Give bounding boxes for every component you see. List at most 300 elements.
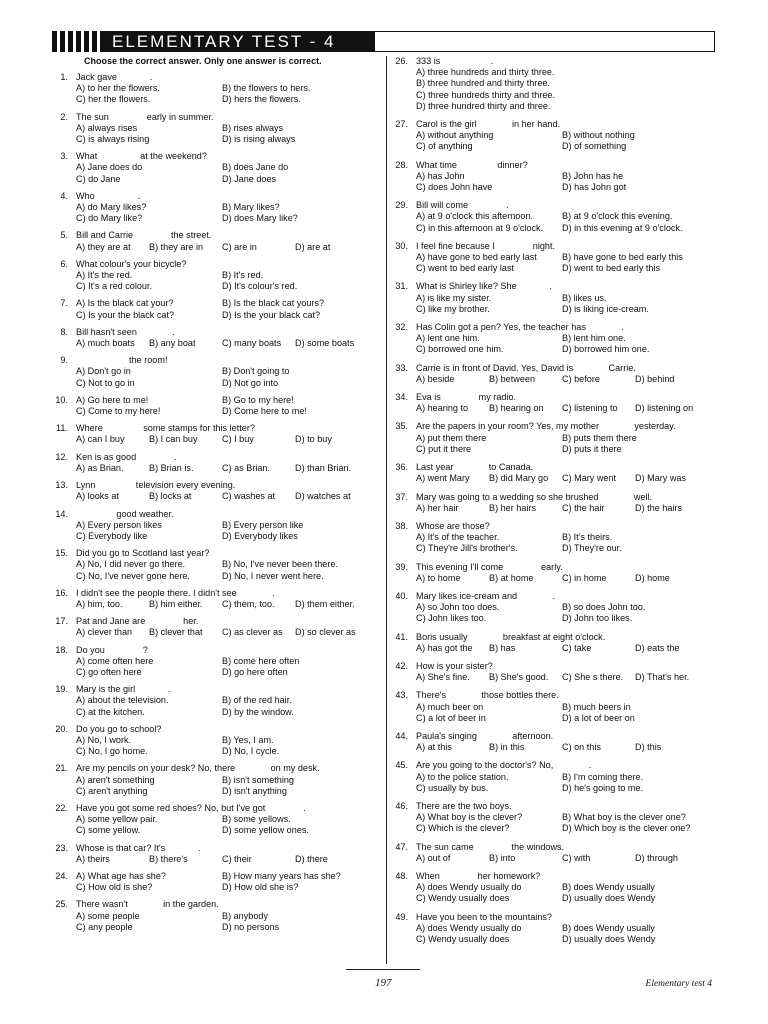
answer-option-c[interactable]: C) many boats [222, 338, 282, 349]
question-item [392, 521, 717, 555]
answer-option-b[interactable]: B) Every person like [222, 519, 304, 530]
answer-option-a[interactable]: A) out of [416, 852, 451, 863]
answer-option-b[interactable]: B) Yes, I am. [222, 734, 274, 745]
answer-option-c[interactable]: C) like my brother. [416, 303, 490, 314]
question-stem: Bill will come . [416, 200, 509, 211]
answer-option-d[interactable]: D) It's colour's red. [222, 281, 298, 292]
answer-option-c[interactable]: C) some yellow. [76, 825, 141, 836]
question-item [52, 645, 377, 679]
answer-option-c[interactable]: C) Wendy usually does [416, 893, 510, 904]
answer-option-d[interactable]: D) this [635, 742, 662, 753]
answer-option-a[interactable]: A) Go here to me! [76, 394, 149, 405]
answer-option-b[interactable]: B) isn't something [222, 774, 294, 785]
answer-options [76, 735, 377, 757]
question-item [52, 452, 377, 474]
question-item [392, 842, 717, 864]
answer-option-d[interactable]: D) three hundred thirty and three. [416, 100, 551, 111]
answer-option-d[interactable]: D) usually does Wendy [562, 934, 656, 944]
answer-options [76, 854, 377, 865]
answer-option-c[interactable]: C) at the kitchen. [76, 706, 145, 717]
question-number: 32. [395, 322, 408, 333]
answer-option-a[interactable]: A) Jane does do [76, 162, 143, 173]
question-item [392, 160, 717, 194]
answer-option-c[interactable]: C) listening to [562, 403, 618, 414]
answer-options [416, 812, 717, 834]
answer-option-d[interactable]: D) is rising always [222, 134, 296, 145]
question-item [392, 392, 717, 414]
question-item [52, 548, 377, 582]
answer-option-b[interactable]: B) did Mary go [489, 473, 549, 484]
answer-option-c[interactable]: C) They're Jill's brother's. [416, 543, 518, 554]
answer-option-a[interactable]: A) is like my sister. [416, 292, 492, 303]
answer-option-a[interactable]: A) at this [416, 742, 452, 753]
answer-options [76, 775, 377, 797]
answer-option-a[interactable]: A) her hair [416, 502, 459, 513]
answer-option-b[interactable]: B) him either. [149, 598, 203, 609]
answer-option-b[interactable]: B) likes us. [562, 292, 607, 303]
answer-option-b[interactable]: B) It's theirs. [562, 532, 613, 543]
answer-option-b[interactable]: B) in this [489, 742, 525, 753]
answer-option-a[interactable]: A) does Wendy usually do [416, 922, 522, 933]
answer-option-a[interactable]: A) Is the black cat your? [76, 298, 174, 309]
question-item [52, 230, 377, 252]
answer-option-c[interactable]: C) a lot of beer in [416, 712, 486, 723]
answer-option-c[interactable]: C) the hair [562, 502, 605, 513]
question-item [392, 801, 717, 835]
answer-option-b[interactable]: B) Brian is. [149, 462, 194, 473]
answer-option-c[interactable]: C) I buy [222, 434, 254, 445]
question-number: 37. [395, 491, 408, 502]
question-item [392, 562, 717, 584]
answer-option-a[interactable]: A) at 9 o'clock this afternoon. [416, 211, 533, 222]
answer-option-a[interactable]: A) aren't something [76, 774, 155, 785]
answer-option-b[interactable]: B) clever that [149, 627, 203, 638]
answer-option-d[interactable]: D) does Mary like? [222, 213, 298, 224]
answer-option-d[interactable]: D) there [295, 853, 328, 864]
answer-option-b[interactable]: B) without nothing [562, 130, 635, 141]
answer-option-b[interactable]: B) I can buy [149, 434, 198, 445]
question-stem: Are my pencils on your desk? No, there on my desk. [76, 763, 320, 774]
answer-option-c[interactable]: C) put it there [416, 443, 472, 454]
answer-option-d[interactable]: D) the hairs [635, 502, 683, 513]
answer-option-a[interactable]: A) to home [416, 572, 461, 583]
question-stem: Mary is the girl . [76, 684, 171, 695]
answer-option-c[interactable]: C) Is your the black cat? [76, 309, 175, 320]
answer-option-d[interactable]: D) Mary was [635, 473, 687, 484]
answer-option-d[interactable]: D) Which boy is the clever one? [562, 823, 691, 834]
question-number: 3. [60, 151, 68, 162]
question-number: 15. [55, 548, 68, 559]
answer-option-d[interactable]: D) no persons [222, 921, 280, 932]
question-stem: Carrie is in front of David. Yes, David is Carrie. [416, 362, 636, 373]
answer-option-a[interactable]: A) as Brian. [76, 462, 124, 473]
answer-option-d[interactable]: D) so clever as [295, 627, 356, 638]
answer-option-d[interactable]: D) hers the flowers. [222, 94, 301, 105]
answer-option-a[interactable]: A) always rises [76, 122, 138, 133]
answer-option-d[interactable]: D) John too likes. [562, 613, 633, 624]
answer-option-a[interactable]: A) so John too does. [416, 602, 500, 613]
answer-option-b[interactable]: B) her hairs [489, 502, 537, 513]
answer-option-b[interactable]: B) there's [149, 853, 188, 864]
answer-option-d[interactable]: D) No, I never went here. [222, 570, 324, 581]
answer-option-a[interactable]: A) It's the red. [76, 270, 133, 281]
question-number: 26. [395, 56, 408, 66]
answer-option-a[interactable]: A) beside [416, 373, 455, 384]
answer-option-d[interactable]: D) some yellow ones. [222, 825, 309, 836]
answer-option-a[interactable]: A) have gone to bed early last [416, 252, 537, 263]
answer-option-a[interactable]: A) lent one him. [416, 333, 480, 344]
question-stem: Bill and Carrie the street. [76, 230, 212, 241]
answer-option-c[interactable]: C) is always rising [76, 134, 150, 145]
answer-option-a[interactable]: A) has John [416, 170, 465, 181]
answer-option-b[interactable]: B) Don't going to [222, 366, 290, 377]
answer-option-d[interactable]: D) behind [635, 373, 675, 384]
page-title: ELEMENTARY TEST - 4 [112, 32, 336, 51]
answer-option-c[interactable]: C) Not to go in [76, 377, 135, 388]
answer-options [416, 211, 717, 233]
answer-option-b[interactable]: B) much beers in [562, 701, 631, 712]
answer-option-c[interactable]: C) She s there. [562, 672, 624, 683]
answer-option-a[interactable]: A) do Mary likes? [76, 202, 147, 213]
question-stem: The sun came the windows. [416, 841, 565, 852]
question-stem: Do you ? [76, 644, 148, 655]
answer-option-a[interactable]: A) put them there [416, 432, 487, 443]
answer-option-b[interactable]: B) so does John too. [562, 602, 646, 613]
question-number: 7. [60, 298, 68, 309]
answer-option-a[interactable]: A) him, too. [76, 598, 123, 609]
answer-option-d[interactable]: D) That's her. [635, 672, 690, 683]
answer-option-d[interactable]: D) through [635, 852, 678, 863]
answer-option-a[interactable]: A) to the police station. [416, 771, 509, 782]
footer-rule [346, 969, 420, 970]
answer-option-c[interactable]: C) washes at [222, 491, 276, 502]
answer-option-c[interactable]: C) No, I go home. [76, 746, 148, 757]
answer-option-a[interactable]: A) Every person likes [76, 519, 162, 530]
answer-option-b[interactable]: B) have gone to bed early this [562, 252, 683, 263]
answer-option-d[interactable]: D) How old she is? [222, 882, 299, 893]
answer-option-c[interactable]: C) aren't anything [76, 785, 148, 796]
question-number: 14. [55, 508, 68, 519]
question-number: 40. [395, 590, 408, 601]
answer-options [76, 395, 377, 417]
answer-option-c[interactable]: C) John likes too. [416, 613, 487, 624]
question-item [392, 661, 717, 683]
answer-option-c[interactable]: C) Wendy usually does [416, 934, 510, 944]
question-stem: I didn't see the people there. I didn't see . [76, 587, 275, 598]
question-stem: Are the papers in your room? Yes, my mother yesterday. [416, 421, 676, 432]
question-item [52, 480, 377, 502]
answer-option-c[interactable]: C) Everybody like [76, 530, 148, 541]
answer-option-a[interactable]: A) come often here [76, 655, 154, 666]
answer-option-c[interactable]: C) three hundreds thirty and three. [416, 89, 556, 100]
answer-options [76, 911, 377, 933]
question-number: 28. [395, 159, 408, 170]
answer-option-d[interactable]: D) to buy [295, 434, 332, 445]
answer-option-b[interactable]: B) come here often [222, 655, 300, 666]
answer-option-c[interactable]: C) Which is the clever? [416, 823, 510, 834]
answer-option-c[interactable]: C) usually by bus. [416, 782, 489, 793]
answer-options [416, 742, 717, 753]
answer-option-d[interactable]: D) usually does Wendy [562, 893, 656, 904]
answer-option-a[interactable]: A) three hundreds and thirty three. [416, 67, 555, 78]
answer-option-d[interactable]: D) by the window. [222, 706, 294, 717]
answer-option-c[interactable]: C) any people [76, 921, 133, 932]
answer-option-a[interactable]: A) does Wendy usually do [416, 882, 522, 893]
answer-options [76, 656, 377, 678]
question-number: 5. [60, 230, 68, 241]
answer-options [76, 298, 377, 320]
question-item [52, 724, 377, 758]
answer-option-c[interactable]: C) How old is she? [76, 882, 153, 893]
answer-option-d[interactable]: D) in this evening at 9 o'clock. [562, 222, 683, 233]
answer-options [416, 602, 717, 624]
answer-option-a[interactable]: A) they are at [76, 241, 131, 252]
answer-option-a[interactable]: A) much beer on [416, 701, 484, 712]
answer-option-d[interactable]: D) puts it there [562, 443, 622, 454]
answer-option-a[interactable]: A) theirs [76, 853, 110, 864]
answer-option-b[interactable]: B) lent him one. [562, 333, 626, 344]
answer-option-b[interactable]: B) at 9 o'clock this evening. [562, 211, 673, 222]
question-number: 16. [55, 587, 68, 598]
answer-option-b[interactable]: B) No, I've never been there. [222, 559, 338, 570]
answer-option-b[interactable]: B) Go to my here! [222, 394, 294, 405]
question-item [392, 119, 717, 153]
answer-option-b[interactable]: B) How many years has she? [222, 870, 341, 881]
answer-option-b[interactable]: B) at home [489, 572, 534, 583]
answer-option-d[interactable]: D) Come here to me! [222, 406, 307, 417]
answer-options [76, 366, 377, 388]
answer-option-c[interactable]: C) Come to my here! [76, 406, 161, 417]
running-title: Elementary test 4 [645, 979, 712, 989]
answer-option-a[interactable]: A) What boy is the clever? [416, 812, 523, 823]
answer-option-a[interactable]: A) has got the [416, 642, 473, 653]
answer-option-d[interactable]: D) isn't anything [222, 785, 287, 796]
answer-option-c[interactable]: C) on this [562, 742, 601, 753]
answer-option-b[interactable]: B) does Wendy usually [562, 882, 655, 893]
answer-option-c[interactable]: C) in this afternoon at 9 o'clock. [416, 222, 544, 233]
answer-option-d[interactable]: D) them either. [295, 598, 355, 609]
answer-option-c[interactable]: C) does John have [416, 182, 493, 193]
answer-option-d[interactable]: D) Not go into [222, 377, 279, 388]
question-stem: When her homework? [416, 870, 541, 881]
answer-option-c[interactable]: C) go often here [76, 666, 142, 677]
answer-option-a[interactable]: A) No, I did never go there. [76, 559, 186, 570]
question-stem: Bill hasn't seen . [76, 326, 175, 337]
answer-option-b[interactable]: B) three hundred and thirty three. [416, 78, 550, 89]
answer-option-b[interactable]: B) I'm coming there. [562, 771, 644, 782]
answer-option-c[interactable]: C) before [562, 373, 600, 384]
answer-option-d[interactable]: D) borrowed him one. [562, 344, 650, 355]
answer-option-b[interactable]: B) they are in [149, 241, 204, 252]
answer-option-a[interactable]: A) No, I work. [76, 734, 132, 745]
answer-option-d[interactable]: D) eats the [635, 642, 680, 653]
answer-options [76, 627, 377, 638]
answer-option-d[interactable]: D) he's going to me. [562, 782, 644, 793]
answer-option-b[interactable]: B) What boy is the clever one? [562, 812, 686, 823]
question-number: 23. [55, 842, 68, 853]
answer-option-a[interactable]: A) Don't go in [76, 366, 131, 377]
answer-option-b[interactable]: B) does Jane do [222, 162, 289, 173]
answer-option-c[interactable]: C) It's a red colour. [76, 281, 153, 292]
answer-option-c[interactable]: C) as Brian. [222, 462, 271, 473]
answer-option-b[interactable]: B) into [489, 852, 516, 863]
answer-option-c[interactable]: C) do Jane [76, 173, 121, 184]
answer-options [76, 599, 377, 610]
question-stem: Have you got some red shoes? No, but I've got . [76, 802, 306, 813]
question-item [392, 912, 717, 946]
question-stem: There wasn't in the garden. [76, 899, 219, 910]
answer-option-b[interactable]: B) has [489, 642, 516, 653]
answer-option-b[interactable]: B) She's good. [489, 672, 549, 683]
answer-option-c[interactable]: C) borrowed one him. [416, 344, 504, 355]
answer-options [416, 643, 717, 654]
answer-option-a[interactable]: A) looks at [76, 491, 119, 502]
question-item [52, 763, 377, 797]
question-number: 13. [55, 480, 68, 491]
question-item [52, 191, 377, 225]
answer-option-b[interactable]: B) between [489, 373, 536, 384]
answer-option-c[interactable]: C) their [222, 853, 252, 864]
answer-option-b[interactable]: B) It's red. [222, 270, 264, 281]
answer-options [76, 520, 377, 542]
answer-option-b[interactable]: B) the flowers to hers. [222, 83, 311, 94]
answer-option-b[interactable]: B) does Wendy usually [562, 922, 655, 933]
answer-option-d[interactable]: D) some boats [295, 338, 355, 349]
answer-option-a[interactable]: A) She's fine. [416, 672, 470, 683]
answer-option-c[interactable]: C) went to bed early last [416, 263, 515, 274]
answer-option-a[interactable]: A) It's of the teacher. [416, 532, 500, 543]
answer-option-c[interactable]: C) take [562, 642, 592, 653]
answer-options [416, 882, 717, 904]
question-stem: Carol is the girl in her hand. [416, 119, 561, 130]
question-stem: Did you go to Scotland last year? [76, 548, 210, 559]
question-stem: Has Colin got a pen? Yes, the teacher has . [416, 322, 624, 333]
answer-option-a[interactable]: A) can I buy [76, 434, 125, 445]
question-number: 20. [55, 723, 68, 734]
answer-option-b[interactable]: B) puts them there [562, 432, 637, 443]
question-number: 22. [55, 802, 68, 813]
answer-option-a[interactable]: A) about the television. [76, 695, 169, 706]
answer-options [416, 333, 717, 355]
question-item [392, 632, 717, 654]
answer-option-b[interactable]: B) locks at [149, 491, 192, 502]
question-item [392, 421, 717, 455]
question-item [52, 259, 377, 293]
answer-option-a[interactable]: A) much boats [76, 338, 135, 349]
question-number: 19. [55, 684, 68, 695]
answer-option-a[interactable]: A) to her the flowers. [76, 83, 160, 94]
answer-option-c[interactable]: C) as clever as [222, 627, 283, 638]
answer-options [416, 67, 717, 112]
answer-option-c[interactable]: C) of anything [416, 141, 473, 152]
answer-option-d[interactable]: D) than Brian. [295, 462, 352, 473]
answer-options [416, 853, 717, 864]
answer-option-d[interactable]: D) went to bed early this [562, 263, 661, 274]
answer-option-d[interactable]: D) of something [562, 141, 627, 152]
answer-options [416, 772, 717, 794]
answer-option-a[interactable]: A) went Mary [416, 473, 470, 484]
answer-option-c[interactable]: C) Mary went [562, 473, 617, 484]
question-item [392, 760, 717, 794]
answer-option-d[interactable]: D) is liking ice-cream. [562, 303, 649, 314]
answer-option-a[interactable]: A) some people [76, 910, 140, 921]
answer-option-d[interactable]: D) They're our. [562, 543, 622, 554]
answer-option-b[interactable]: B) any boat [149, 338, 196, 349]
answer-option-c[interactable]: C) are in [222, 241, 257, 252]
answer-option-d[interactable]: D) home [635, 572, 670, 583]
answer-option-a[interactable]: A) clever than [76, 627, 133, 638]
answer-option-c[interactable]: C) her the flowers. [76, 94, 151, 105]
question-stem: Are you going to the doctor's? No, . [416, 760, 592, 771]
answer-option-b[interactable]: B) John has he [562, 170, 624, 181]
answer-option-d[interactable]: D) a lot of beer on [562, 712, 635, 723]
answer-option-c[interactable]: C) No, I've never gone here. [76, 570, 190, 581]
question-item [392, 56, 717, 112]
question-stem: Where some stamps for this letter? [76, 423, 255, 434]
answer-option-d[interactable]: D) Is the your black cat? [222, 309, 321, 320]
answer-option-b[interactable]: B) some yellows. [222, 814, 291, 825]
answer-options [416, 923, 717, 945]
question-stem: good weather. [76, 508, 174, 519]
answer-option-b[interactable]: B) of the red hair. [222, 695, 292, 706]
answer-option-d[interactable]: D) has John got [562, 182, 627, 193]
question-stem: Mary was going to a wedding so she brushed well. [416, 491, 653, 502]
question-item [392, 871, 717, 905]
answer-option-a[interactable]: A) hearing to [416, 403, 469, 414]
question-item [52, 395, 377, 417]
question-item [52, 871, 377, 893]
answer-option-d[interactable]: D) are at [295, 241, 331, 252]
question-item [52, 151, 377, 185]
question-stem: Do you go to school? [76, 723, 162, 734]
question-item [52, 684, 377, 718]
answer-option-d[interactable]: D) go here often [222, 666, 288, 677]
answer-option-a[interactable]: A) without anything [416, 130, 494, 141]
answer-options [76, 695, 377, 717]
answer-option-d[interactable]: D) listening on [635, 403, 694, 414]
answer-option-b[interactable]: B) hearing on [489, 403, 544, 414]
answer-option-b[interactable]: B) Mary likes? [222, 202, 280, 213]
answer-option-d[interactable]: D) watches at [295, 491, 351, 502]
answer-option-a[interactable]: A) What age has she? [76, 870, 166, 881]
answer-option-a[interactable]: A) some yellow pair. [76, 814, 158, 825]
question-number: 24. [55, 870, 68, 881]
question-item [392, 591, 717, 625]
question-stem: Jack gave . [76, 72, 153, 82]
answer-option-c[interactable]: C) do Mary like? [76, 213, 143, 224]
answer-options [76, 83, 377, 105]
question-item [52, 803, 377, 837]
header-stripes [52, 31, 105, 52]
question-item [52, 423, 377, 445]
question-item [392, 462, 717, 484]
answer-options [76, 814, 377, 836]
answer-option-d[interactable]: D) Everybody likes [222, 530, 298, 541]
answer-option-d[interactable]: D) No, I cycle. [222, 746, 280, 757]
question-stem: Last year to Canada. [416, 462, 534, 473]
answer-option-d[interactable]: D) Jane does [222, 173, 277, 184]
answer-option-b[interactable]: B) Is the black cat yours? [222, 298, 325, 309]
answer-options [416, 171, 717, 193]
answer-options [76, 434, 377, 445]
answer-option-b[interactable]: B) anybody [222, 910, 269, 921]
answer-option-b[interactable]: B) rises always [222, 122, 284, 133]
question-number: 11. [56, 423, 68, 434]
answer-option-c[interactable]: C) them, too. [222, 598, 275, 609]
answer-options [416, 573, 717, 584]
answer-option-c[interactable]: C) in home [562, 572, 607, 583]
answer-option-c[interactable]: C) with [562, 852, 591, 863]
